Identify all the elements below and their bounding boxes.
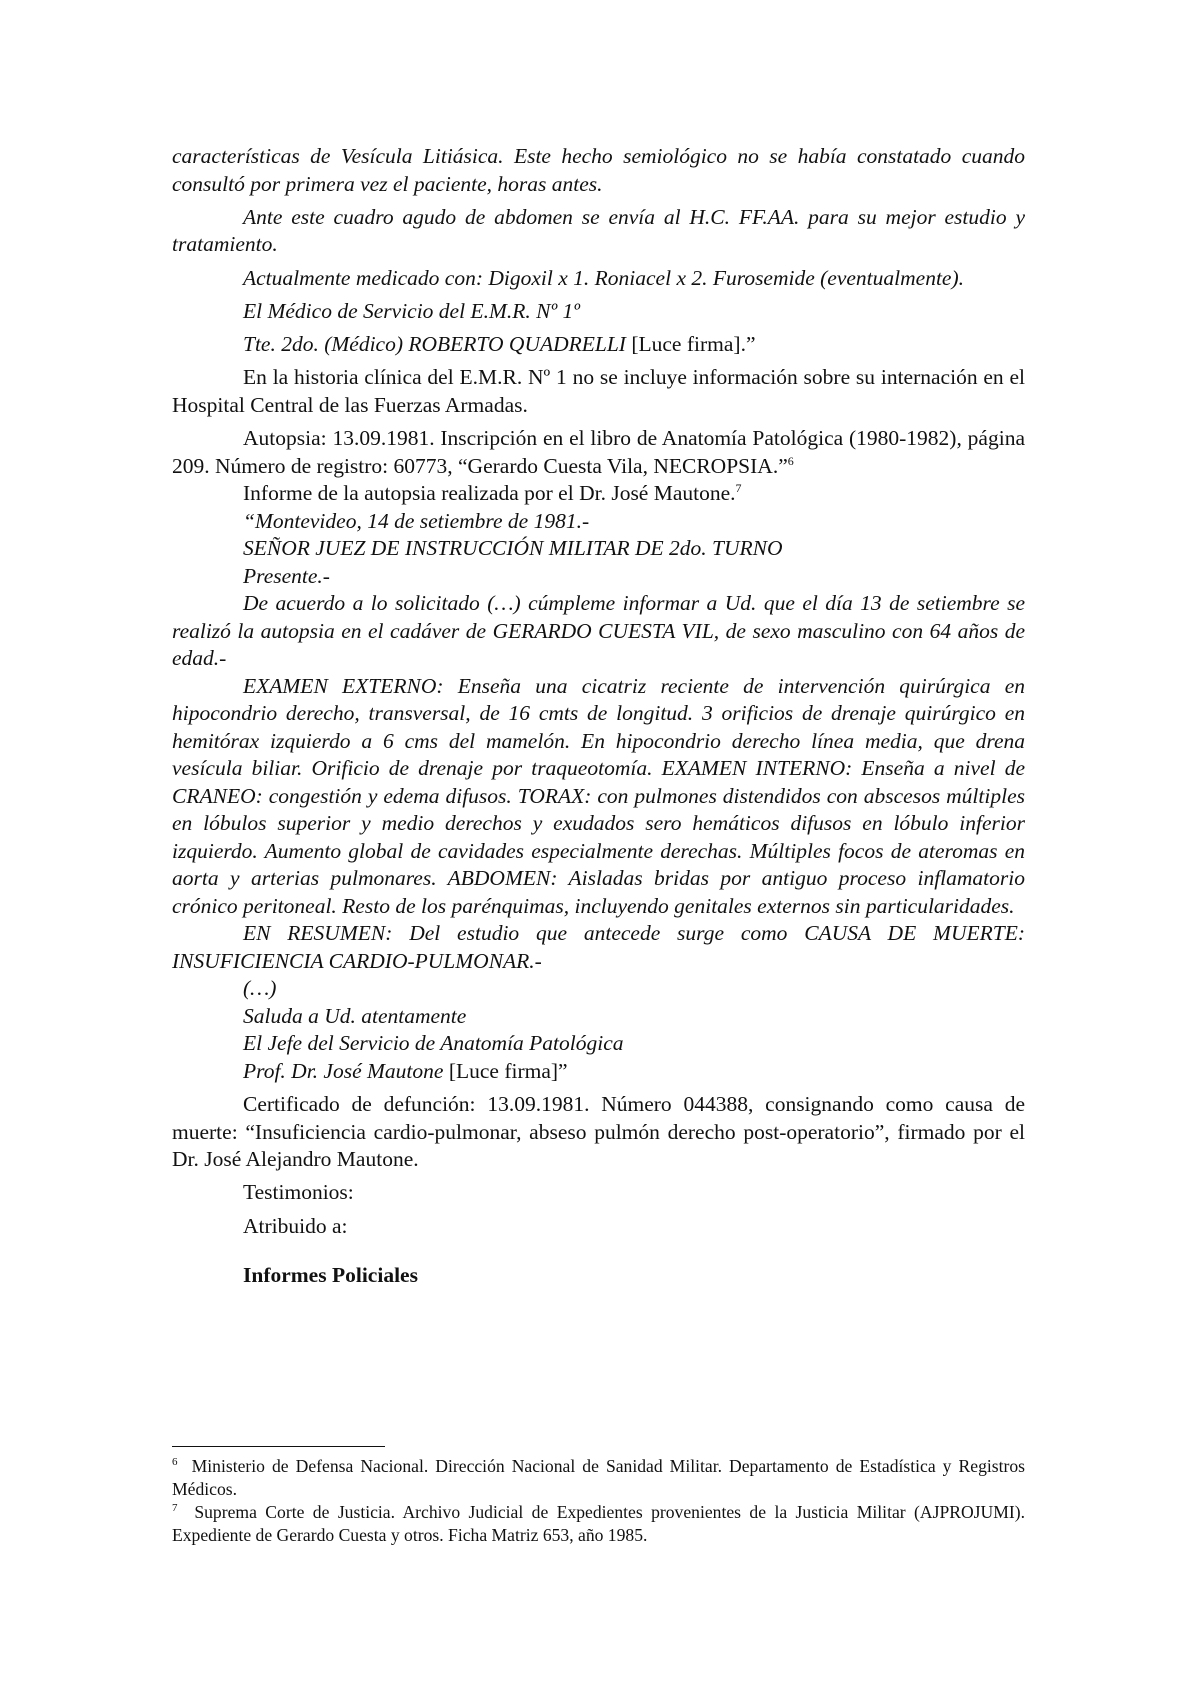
letter-intro: De acuerdo a lo solicitado (…) cúmpleme informar a Ud. que el día 13 de setiembre se realizó la autopsia en el cadáver de GERARDO CUESTA VIL, de sexo masculino con 64 años de edad.- bbox=[172, 591, 1025, 671]
footnote-ref-7[interactable]: 7 bbox=[735, 481, 742, 496]
letter-summary: EN RESUMEN: Del estudio que antecede surge como CAUSA DE MUERTE: INSUFICIENCIA CARDIO-PULMONAR.- bbox=[172, 921, 1025, 973]
letter-signer-title: El Jefe del Servicio de Anatomía Patológica bbox=[243, 1031, 624, 1056]
footnote-ref-6[interactable]: 6 bbox=[787, 453, 794, 468]
paragraph-atribuido: Atribuido a: bbox=[243, 1213, 348, 1238]
footnote-7 bbox=[172, 1501, 1025, 1547]
letter-addressee: SEÑOR JUEZ DE INSTRUCCIÓN MILITAR DE 2do. TURNO bbox=[243, 536, 783, 561]
letter-signature-mautone bbox=[172, 1058, 1025, 1086]
footnote-number: 7 bbox=[172, 1502, 178, 1514]
paragraph-signature-quadrelli bbox=[172, 331, 1025, 359]
footnotes bbox=[172, 1455, 1025, 1547]
signature-note: [Luce firma].” bbox=[625, 332, 756, 357]
letter-closing: Saluda a Ud. atentamente bbox=[243, 1003, 467, 1028]
autopsy-report-text: Informe de la autopsia realizada por el Dr. José Mautone. bbox=[243, 481, 736, 506]
paragraph-death-certificate: Certificado de defunción: 13.09.1981. Número 044388, consignando como causa de muerte: “Insuficiencia cardio-pulmonar, abseso pulmón derecho post-operatorio”, firmado por el Dr. José Alejandro Mautone. bbox=[172, 1092, 1025, 1172]
paragraph-autopsy bbox=[172, 425, 1025, 480]
footnote-separator bbox=[172, 1446, 385, 1447]
signature-name: Tte. 2do. (Médico) ROBERTO QUADRELLI bbox=[243, 332, 626, 357]
letter-ellipsis: (…) bbox=[243, 976, 277, 1001]
section-heading: Informes Policiales bbox=[243, 1263, 418, 1288]
paragraph-medication: Actualmente medicado con: Digoxil x 1. Roniacel x 2. Furosemide (eventualmente). bbox=[243, 265, 964, 290]
paragraph-clinical-history: En la historia clínica del E.M.R. Nº 1 no se incluye información sobre su internación en el Hospital Central de las Fuerzas Armadas. bbox=[172, 365, 1025, 417]
paragraph-testimonios: Testimonios: bbox=[243, 1180, 354, 1205]
letter-presente: Presente.- bbox=[243, 563, 330, 588]
footnote-text: Suprema Corte de Justicia. Archivo Judicial de Expedientes provenientes de la Justicia Militar (AJPROJUMI). Expediente de Gerardo Cuesta y otros. Ficha Matriz 653, año 1985. bbox=[172, 1502, 1025, 1545]
footnote-6 bbox=[172, 1455, 1025, 1501]
signer-note: [Luce firma]” bbox=[443, 1058, 568, 1083]
letter-date: “Montevideo, 14 de setiembre de 1981.- bbox=[243, 508, 590, 533]
footnote-text: Ministerio de Defensa Nacional. Dirección Nacional de Sanidad Militar. Departamento de Estadística y Registros Médicos. bbox=[172, 1456, 1026, 1499]
autopsy-text: Autopsia: 13.09.1981. Inscripción en el libro de Anatomía Patológica (1980-1982), página 209. Número de registro: 60773, “Gerardo Cuesta Vila, NECROPSIA.” bbox=[172, 426, 1025, 478]
paragraph-continuation: características de Vesícula Litiásica. Este hecho semiológico no se había constatado cuando consultó por primera vez el paciente, horas antes. bbox=[172, 144, 1025, 196]
letter-examination: EXAMEN EXTERNO: Enseña una cicatriz reciente de intervención quirúrgica en hipocondrio derecho, transversal, de 16 cmts de longitud. 3 orificios de drenaje quirúrgico en hemitórax izquierdo a 6 cms del mamelón. En hipocondrio derecho línea media, que drena vesícula biliar. Orificio de drenaje por traqueotomía. EXAMEN INTERNO: Enseña a nivel de CRANEO: congestión y edema difusos. TORAX: con pulmones distendidos con abscesos múltiples en lóbulos superior y medio derechos y exudados sero hemáticos difusos en lóbulo inferior izquierdo. Aumento global de cavidades especialmente derechas. Múltiples focos de ateromas en aorta y arterias pulmonares. ABDOMEN: Aisladas bridas por antiguo proceso inflamatorio crónico peritoneal. Resto de los parénquimas, incluyendo genitales externos sin particularidades. bbox=[172, 673, 1025, 918]
paragraph-service-doctor: El Médico de Servicio del E.M.R. Nº 1º bbox=[243, 298, 580, 323]
paragraph-autopsy-report bbox=[172, 480, 1025, 508]
signer-name: Prof. Dr. José Mautone bbox=[243, 1058, 444, 1083]
document-body bbox=[172, 143, 1025, 1295]
paragraph-acute-abdomen: Ante este cuadro agudo de abdomen se envía al H.C. FF.AA. para su mejor estudio y tratamiento. bbox=[172, 204, 1025, 257]
footnote-number: 6 bbox=[172, 1456, 178, 1468]
